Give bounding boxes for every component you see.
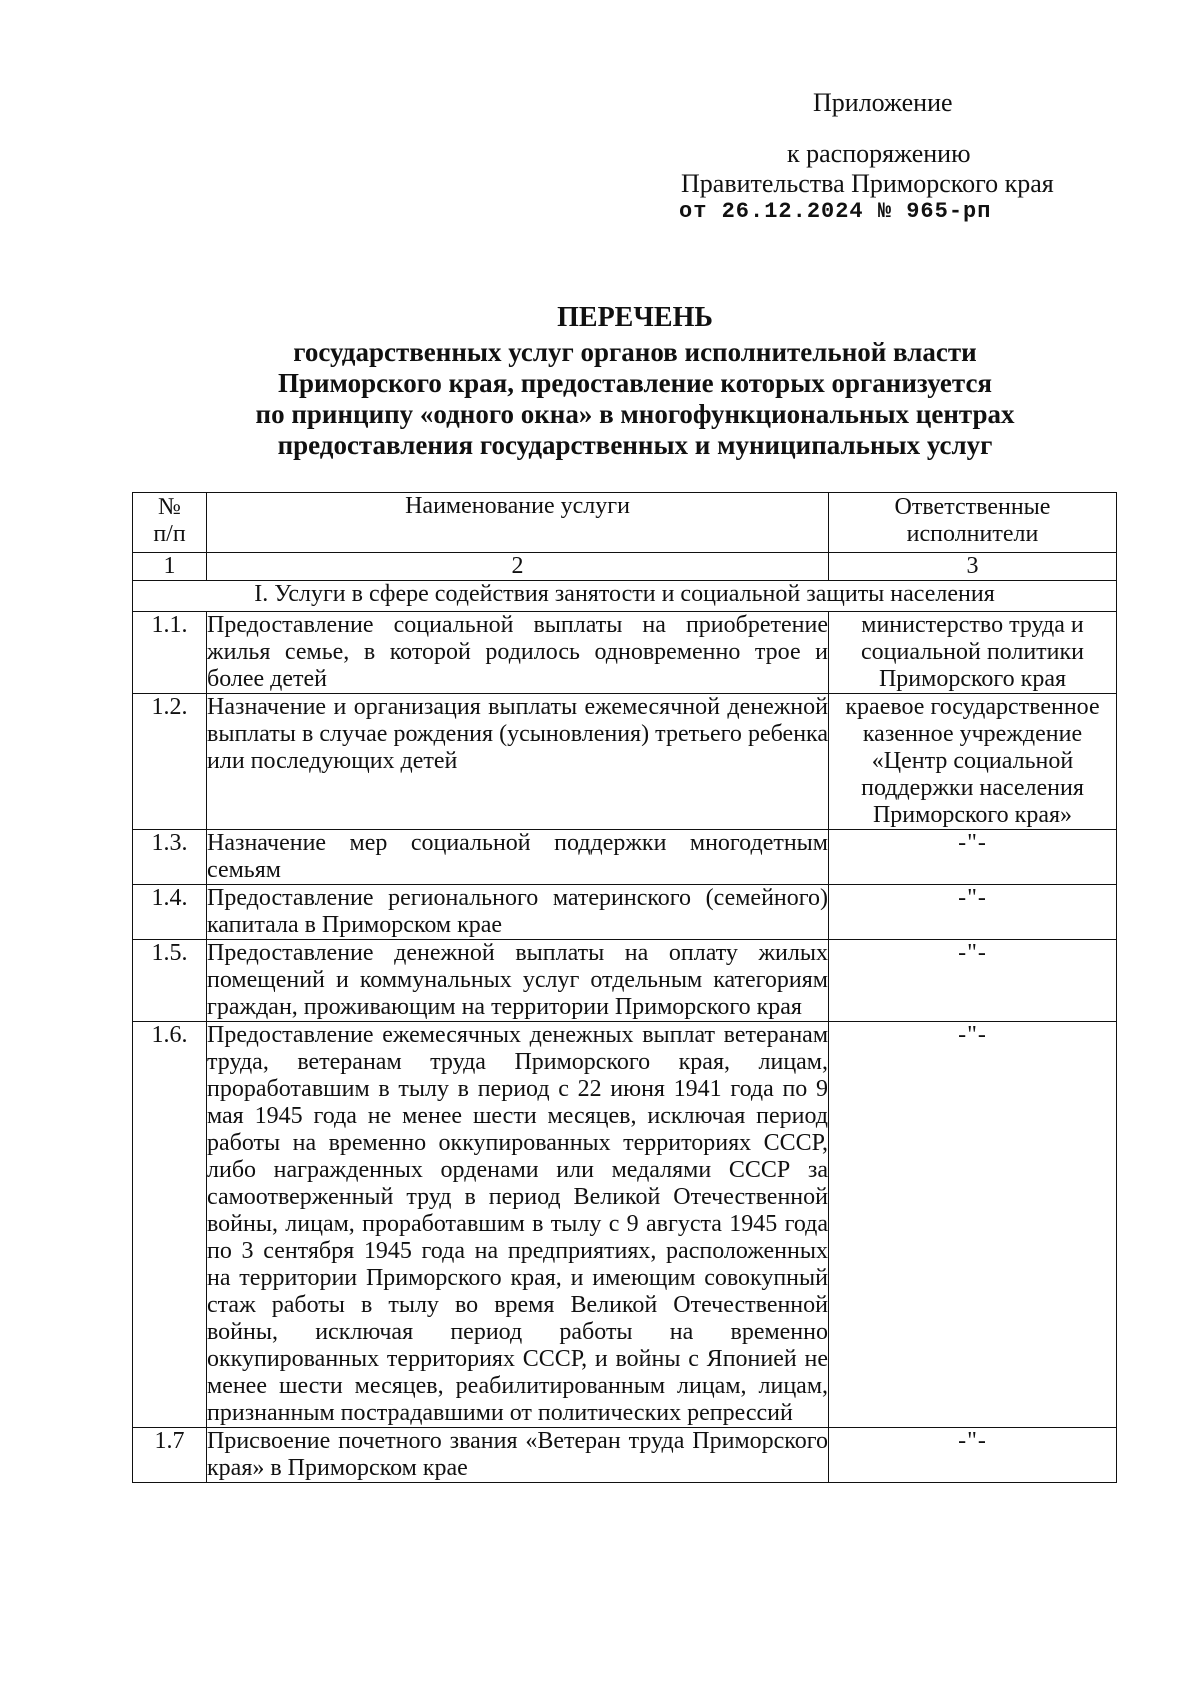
row-number: 1.7 xyxy=(133,1428,207,1483)
row-number: 1.3. xyxy=(133,830,207,885)
table-header-row xyxy=(133,493,1117,553)
heading-line: Приморского края, предоставление которых организуется xyxy=(277,368,993,398)
heading-line: по принципу «одного окна» в многофункциональных центрах xyxy=(255,399,1015,429)
service-executor-ditto: -"- xyxy=(829,940,1117,1022)
services-table xyxy=(132,492,1117,1483)
table-row xyxy=(133,694,1117,830)
column-number: 2 xyxy=(207,553,829,581)
table-row xyxy=(133,885,1117,940)
table-row xyxy=(133,1022,1117,1428)
service-name: Предоставление регионального материнского (семейного) капитала в Приморском крае xyxy=(207,885,828,938)
appendix-block xyxy=(650,88,1120,225)
service-name: Предоставление социальной выплаты на приобретение жилья семье, в которой родилось одновременно трое и более детей xyxy=(207,612,828,692)
service-name: Предоставление денежной выплаты на оплату жилых помещений и коммунальных услуг отдельным категориям граждан, проживающим на территории Приморского края xyxy=(207,940,828,1020)
column-numbers-row xyxy=(133,553,1117,581)
document-heading xyxy=(130,302,1140,461)
column-header-name: Наименование услуги xyxy=(207,493,829,553)
service-name: Назначение мер социальной поддержки многодетным семьям xyxy=(207,830,828,883)
row-number: 1.6. xyxy=(133,1022,207,1428)
service-name: Предоставление ежемесячных денежных выплат ветеранам труда, ветеранам труда Приморского края, лицам, проработавшим в тылу в период с 22 июня 1941 года по 9 мая 1945 года не менее шести месяцев, исключая период работы на временно оккупированных территориях СССР, либо награжденных орденами или медалями СССР за самоотверженный труд в период Великой Отечественной войны, лицам, проработавшим в тылу с 9 августа 1945 года по 3 сентября 1945 года на предприятиях, расположенных на территории Приморского края, и имеющим совокупный стаж работы в тылу во время Великой Отечественной войны, исключая период работы на временно оккупированных территориях СССР, и войны с Японией не менее шести месяцев, реабилитированным лицам, лицам, признанным пострадавшими от политических репрессий xyxy=(207,1022,828,1426)
service-executor: министерство труда и социальной политики Приморского края xyxy=(829,612,1117,694)
heading-line: государственных услуг органов исполнительной власти xyxy=(293,337,977,367)
heading-line: предоставления государственных и муниципальных услуг xyxy=(277,430,993,460)
service-name: Присвоение почетного звания «Ветеран труда Приморского края» в Приморском крае xyxy=(207,1428,828,1481)
section-row xyxy=(133,581,1117,612)
section-title: I. Услуги в сфере содействия занятости и социальной защиты населения xyxy=(133,581,1117,612)
table-row xyxy=(133,940,1117,1022)
heading-title: ПЕРЕЧЕНЬ xyxy=(557,302,713,333)
table-row xyxy=(133,1428,1117,1483)
column-header-executors: Ответственные исполнители xyxy=(829,493,1117,553)
service-executor-ditto: -"- xyxy=(829,830,1117,885)
row-number: 1.2. xyxy=(133,694,207,830)
service-name: Назначение и организация выплаты ежемесячной денежной выплаты в случае рождения (усыновления) третьего ребенка или последующих детей xyxy=(207,694,829,830)
row-number: 1.1. xyxy=(133,612,207,694)
appendix-to-order: к распоряжению xyxy=(787,139,971,168)
row-number: 1.4. xyxy=(133,885,207,940)
table-row xyxy=(133,830,1117,885)
table-row xyxy=(133,612,1117,694)
appendix-title: Приложение xyxy=(813,88,953,117)
service-executor-ditto: -"- xyxy=(829,885,1117,940)
service-executor: краевое государственное казенное учреждение «Центр социальной поддержки населения Приморского края» xyxy=(829,694,1117,830)
row-number: 1.5. xyxy=(133,940,207,1022)
service-executor-ditto: -"- xyxy=(829,1022,1117,1428)
service-executor-ditto: -"- xyxy=(829,1428,1117,1483)
appendix-order-number: от 26.12.2024 № 965-рп xyxy=(679,199,992,224)
column-number: 3 xyxy=(829,553,1117,581)
column-header-number: № п/п xyxy=(133,493,207,553)
appendix-government: Правительства Приморского края xyxy=(681,169,1054,198)
column-number: 1 xyxy=(133,553,207,581)
